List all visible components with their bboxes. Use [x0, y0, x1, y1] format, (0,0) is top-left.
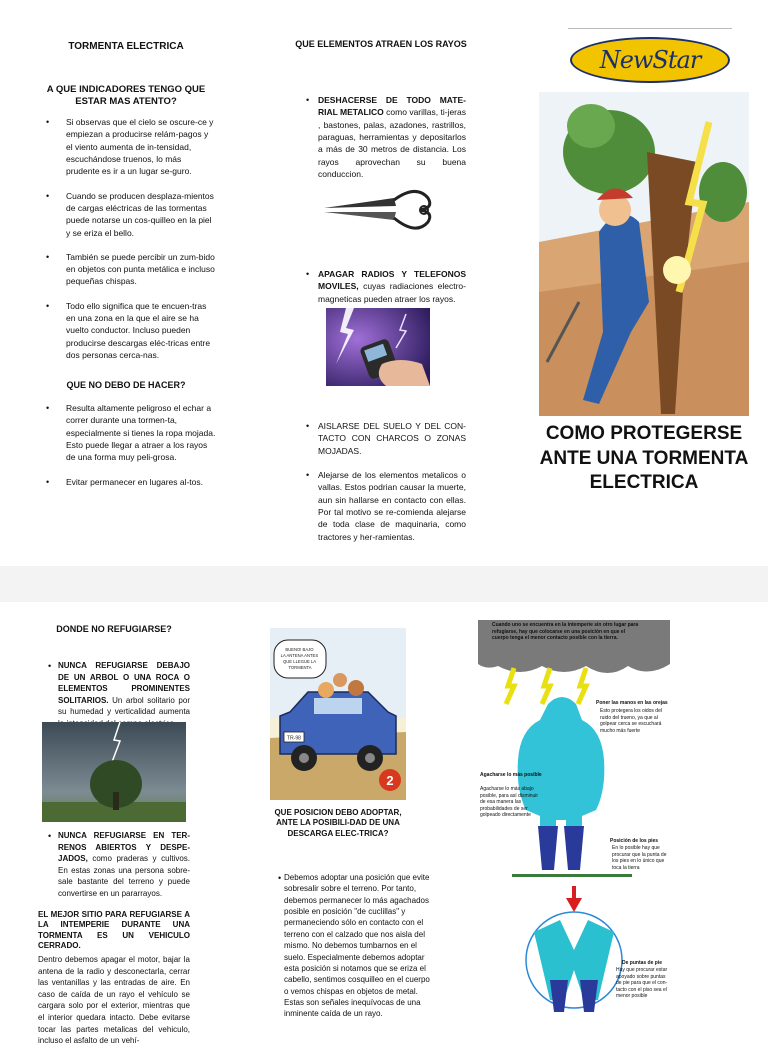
cloud-caption: Cuando uno se encuentra en la intemperie sin otro lugar para refugiarse, hay que colocarse en una posición en que el cuerpo tenga el menor contacto posible con la tierra.: [492, 622, 639, 641]
bubble-line-1: BUENO! BAJO: [285, 647, 314, 652]
tiptoe-title: De puntas de pie: [622, 960, 663, 966]
item-text: Un arbol solitario por su humedad y verticalidad aumenta: [58, 695, 190, 717]
brochure-inside: [0, 602, 768, 1046]
item-bold: APAGAR RADIOS Y TELEFONOS MOVILES,: [318, 269, 466, 292]
item-text: como praderas y cultivos. En estas zonas una persona sobre-sale bastante del terreno y puede convertirse en un pararrayos.: [58, 854, 190, 898]
attractor-list-a: [296, 94, 466, 180]
car-cartoon: [270, 628, 406, 800]
attractor-list-c: [296, 420, 466, 555]
panel-title: TORMENTA ELECTRICA: [68, 41, 184, 52]
bubble-line-4: TORMENTA: [288, 665, 312, 670]
list-item: [296, 268, 466, 305]
lightning-tree-illustration: [539, 92, 749, 416]
list-item: [38, 660, 190, 730]
no-shelter-list-b: [38, 830, 190, 912]
cover-title: COMO PROTEGERSE ANTE UNA TORMENTA ELECTRICA: [539, 423, 749, 494]
panel-title: QUE ELEMENTOS ATRAEN LOS RAYOS: [295, 39, 467, 49]
donts-list: [36, 402, 216, 500]
bubble-line-3: QUE LLEGUE LA: [283, 659, 316, 664]
list-item: • Todo ello significa que te encuen-tras en una zona en la que el aire se ha vuelto conductor. Incluso pueden producirse descargas eléc-tricas entre dos personas cerca-nas.: [36, 300, 216, 362]
shears-icon: [320, 186, 440, 234]
license-plate: TR-98: [287, 735, 301, 742]
feet-text: En lo posible hay que procurar que la punta de los pies en lo único que toca la tierra: [612, 845, 667, 871]
feet-title: Posición de los pies: [610, 838, 659, 844]
list-item: • Evitar permanecer en lugares al-tos.: [36, 476, 216, 488]
list-item: [38, 830, 190, 900]
list-item: • Debemos adoptar una posición que evite sobresalir sobre el terreno. Por tanto, debemos permanecer lo más agachados posible en posición "de cuclillas" y permaneciendo sólo en contacto con el terreno con el calzado que nos aisla del mismo. No debemos tumbarnos en el suelo. Especialmente debemos adoptar esta posición si notamos que se eriza el cabello, sentimos cosquilleo en el cuerpo o vemos chispas en objetos de metal. Estas son señales inequívocas de una inminente caída de un rayo.: [268, 872, 436, 1020]
list-item: • AISLARSE DEL SUELO Y DEL CON-TACTO CON CHARCOS O ZONAS MOJADAS.: [296, 420, 466, 457]
hands-text: Esto protegera los oidos del ruido del trueno, ya que al golpear cerca se escuchará mucho más fuerte: [600, 708, 662, 734]
logo-text: NewStar: [599, 46, 701, 74]
position-list: [268, 872, 436, 1032]
list-item: • Alejarse de los elementos metalicos o vallas. Estos podrian causar la muerte, aun sin hallarse en contacto con ellas. Por tal motivo se re-comienda alejarse de toda clase de maquinaria, como tractores y her-ramientas.: [296, 469, 466, 543]
panel-title: DONDE NO REFUGIARSE?: [56, 624, 172, 634]
list-item: • También se puede percibir un zum-bido en objetos con punta metálica e incluso pequeñas chispas.: [36, 251, 216, 288]
list-item: • Cuando se producen desplaza-mientos de cargas eléctricas de las tormentas puede notarse un cos-quilleo en la piel y se eriza el bello.: [36, 190, 216, 239]
step-badge: 2: [386, 773, 394, 788]
item-text: cuyas radiaciones electro-magneticas pueden atraer los rayos.: [318, 281, 466, 304]
section-heading: QUE NO DEBO DE HACER?: [66, 380, 186, 390]
section-heading: EL MEJOR SITIO PARA REFUGIARSE A LA INTEMPERIE DURANTE UNA TORMENTA ES UN VEHICULO CERRADO.: [38, 910, 190, 951]
logo-badge: [570, 37, 730, 83]
bubble-line-2: LA ANTENA ANTES: [280, 653, 319, 658]
brand-logo: [568, 28, 732, 86]
crouch-text: Agacharse lo más abajo posible, para así disminuir de esa manera las probabilidades de ser golpeado directamente: [480, 786, 539, 818]
item-text: como varillas, ti-jeras , bastones, palas, azadones, rastrillos, paraguas, herramientas y depositarlos a más de 30 metros de distancia. Los rayos aprovechan su buena conduccion.: [318, 107, 466, 179]
list-item: • Resulta altamente peligroso el echar a correr durante una tormen-ta, especialmente si tienes la ropa mojada. Esto puede llegar a atraer a los rayos de una forma muy peli-grosa.: [36, 402, 216, 464]
list-item: • Si observas que el cielo se oscure-ce y empiezan a producirse relám-pagos y el viento aumenta de in-tensidad, escuchándose truenos, lo más prudente es ir a un lugar se-guro.: [36, 116, 216, 178]
list-item: [296, 94, 466, 180]
storm-tree-photo: [42, 722, 186, 822]
hands-title: Poner las manos en las orejas: [596, 700, 668, 706]
crouch-title: Agacharse lo más posible: [480, 772, 542, 778]
tiptoe-text: Hay que procurar estar apoyado sobre puntas de pie para que el con-tacto con el piso sea el menor posible: [616, 967, 668, 999]
section-heading: QUE POSICION DEBO ADOPTAR, ANTE LA POSIBILI-DAD DE UNA DESCARGA ELEC-TRICA?: [274, 808, 402, 838]
item-bold: NUNCA REFUGIARSE EN TER-RENOS ABIERTOS Y DESPE-JADOS,: [58, 831, 190, 864]
indicator-list: [36, 116, 216, 373]
page-divider: [0, 566, 768, 602]
lightning-phone-image: [326, 308, 430, 386]
item-bold: NUNCA REFUGIARSE DEBAJO DE UN ARBOL O UNA ROCA O ELEMENTOS PROMINENTES SOLITARIOS.: [58, 661, 190, 705]
paragraph: Dentro debemos apagar el motor, bajar la antena de la radio y desconectarla, cerrar las ventanillas y las entradas de aire. En caso de caída de un rayo el vehículo se cargara solo por el exterior, mientras que el interior quedara intacto. Debe evitarse tocar las partes metalicas del vehiculo, incluso el asfalto de un vehí-: [38, 955, 190, 1046]
item-bold: DESHACERSE DE TODO MATE-RIAL METALICO: [318, 95, 466, 118]
section-heading: A QUE INDICADORES TENGO QUE ESTAR MAS ATENTO?: [46, 84, 206, 108]
